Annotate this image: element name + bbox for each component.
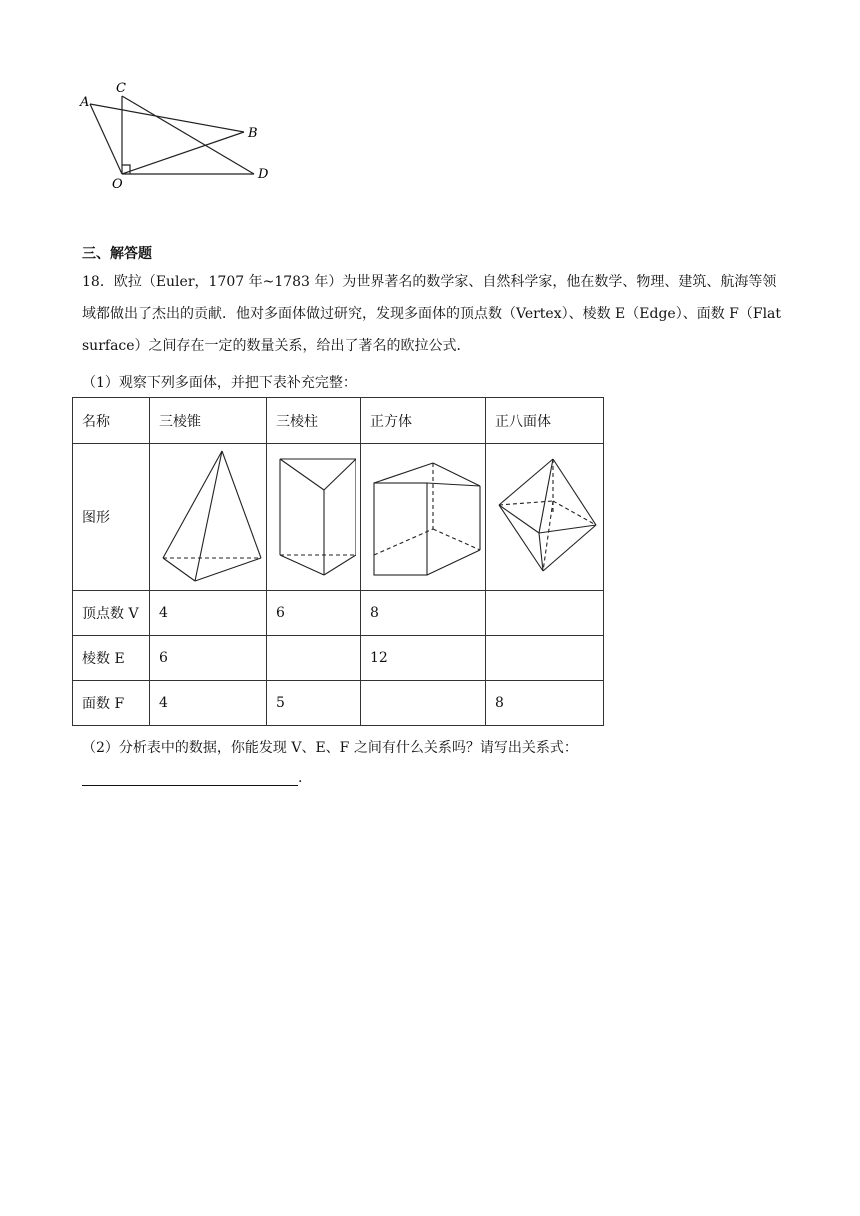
table-figure-row: [73, 444, 604, 591]
row-label: 顶点数 V: [73, 591, 150, 636]
header-tetrahedron: 三棱锥: [150, 398, 267, 444]
header-prism: 三棱柱: [267, 398, 361, 444]
cell-e-tetrahedron: 6: [150, 636, 267, 681]
prism-cell: [267, 444, 361, 591]
label-b: B: [248, 126, 258, 141]
polyhedra-table: [72, 397, 604, 726]
octahedron-cell: [486, 444, 604, 591]
cell-v-tetrahedron: 4: [150, 591, 267, 636]
cell-e-prism: [267, 636, 361, 681]
table-row-faces: [73, 681, 604, 726]
geometry-figure: [72, 78, 282, 198]
question-part2: （2）分析表中的数据，你能发现 V、E、F 之间有什么关系吗？请写出关系式：: [82, 740, 578, 756]
cell-v-cube: 8: [361, 591, 486, 636]
tetrahedron-cell: [150, 444, 267, 591]
octahedron-drawing: [491, 445, 599, 585]
label-o: O: [112, 177, 123, 192]
header-name: 名称: [73, 398, 150, 444]
cube-cell: [361, 444, 486, 591]
table-header-row: [73, 398, 604, 444]
figure-row-label: 图形: [73, 444, 150, 591]
tetrahedron-drawing: [155, 445, 262, 585]
cell-v-prism: 6: [267, 591, 361, 636]
header-octahedron: 正八面体: [486, 398, 604, 444]
section-title: 三、解答题: [82, 246, 152, 262]
cube-drawing: [366, 445, 481, 585]
label-a: A: [80, 95, 90, 110]
question-text: 18．欧拉（Euler，1707 年~1783 年）为世界著名的数学家、自然科学家，他在数学、物理、建筑、航海等领域都做出了杰出的贡献．他对多面体做过研究，发现多面体的顶点数（Vertex）、棱数 E（Edge）、面数 F（Flat surface）之间存在一定的数量关系，给出了著名的欧拉公式．: [82, 274, 782, 354]
table-row-edges: [73, 636, 604, 681]
cell-f-octahedron: 8: [486, 681, 604, 726]
table-row-vertices: [73, 591, 604, 636]
prism-drawing: [272, 445, 356, 585]
cell-v-octahedron: [486, 591, 604, 636]
row-label: 面数 F: [73, 681, 150, 726]
cell-f-prism: 5: [267, 681, 361, 726]
blank-end: .: [298, 770, 303, 786]
answer-blank-line[interactable]: [82, 771, 298, 786]
label-d: D: [258, 167, 269, 182]
cell-f-cube: [361, 681, 486, 726]
row-label: 棱数 E: [73, 636, 150, 681]
cell-f-tetrahedron: 4: [150, 681, 267, 726]
question-part1: （1）观察下列多面体，并把下表补充完整：: [82, 375, 357, 391]
cell-e-cube: 12: [361, 636, 486, 681]
label-c: C: [116, 81, 126, 96]
answer-blank: [82, 770, 302, 786]
header-cube: 正方体: [361, 398, 486, 444]
cell-e-octahedron: [486, 636, 604, 681]
